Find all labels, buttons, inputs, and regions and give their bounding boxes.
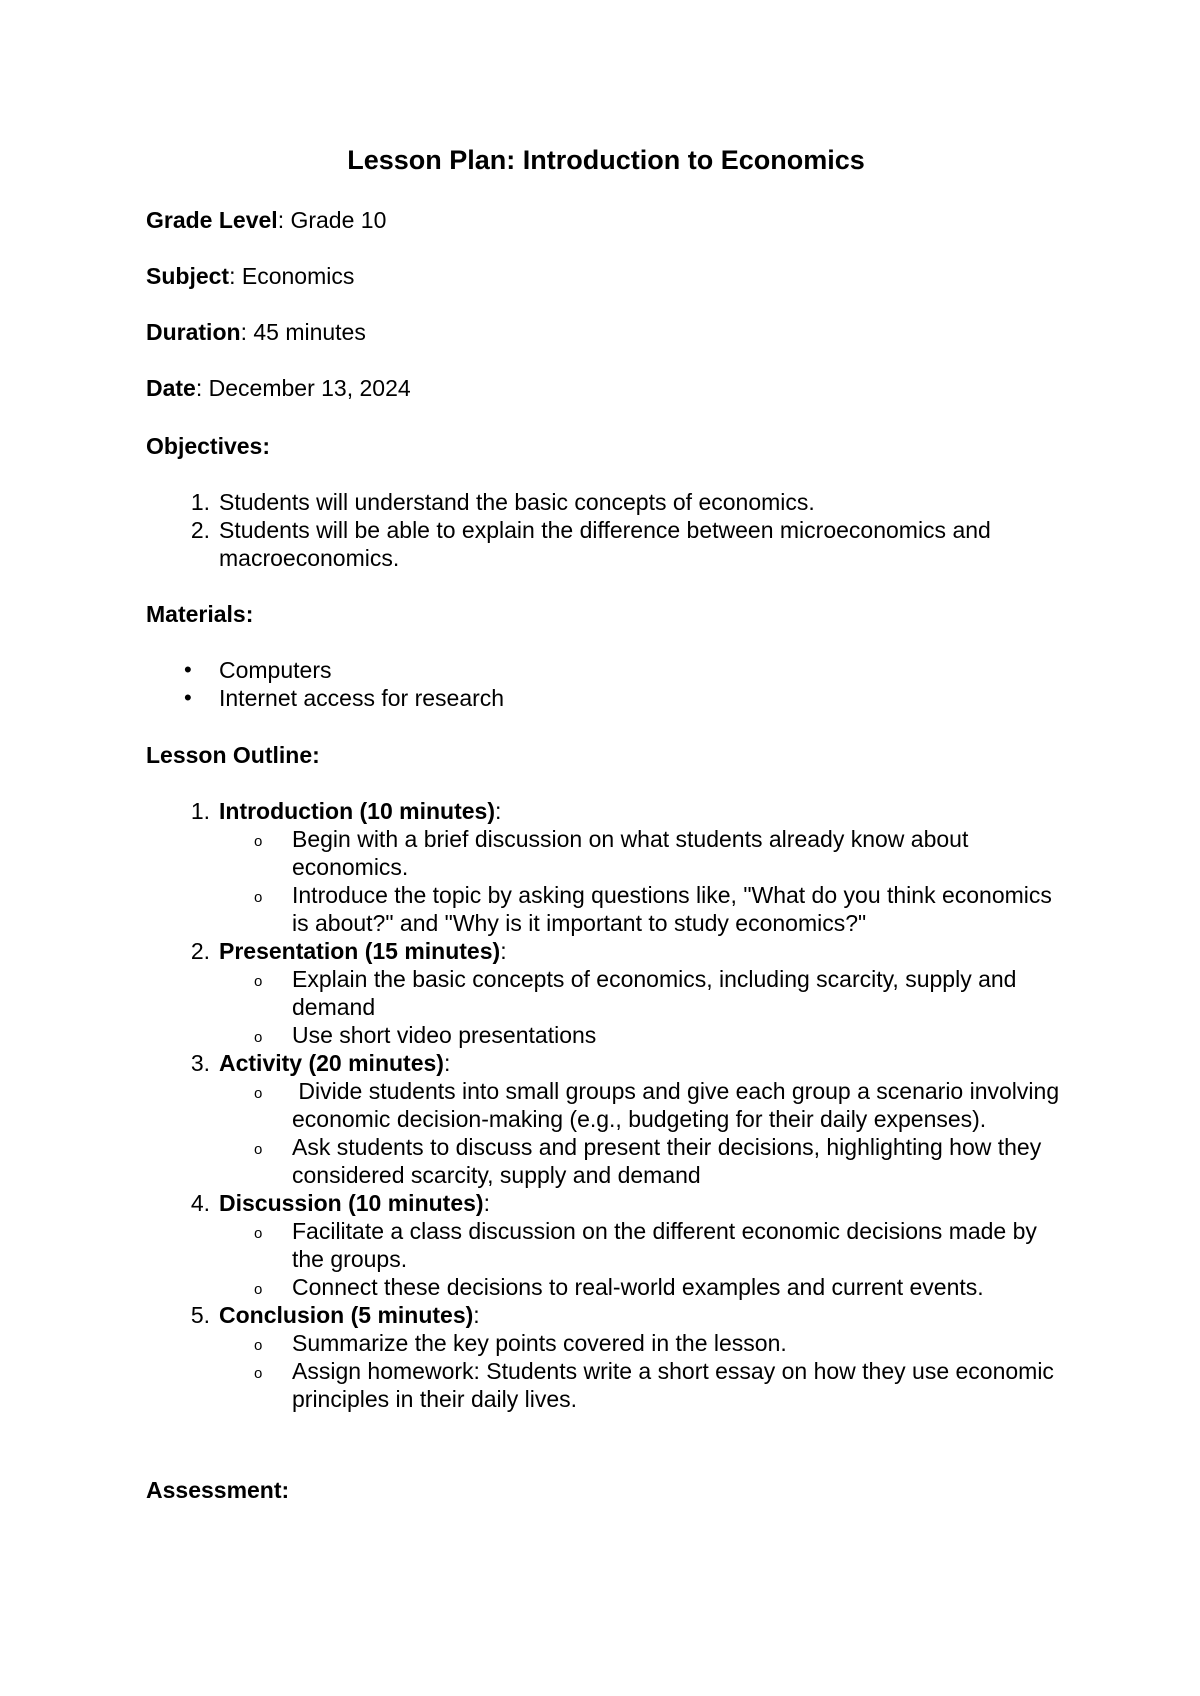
grade-level-value: : Grade 10 [277,207,387,233]
outline-section [146,1301,1066,1329]
subpoint-text: Divide students into small groups and give each group a scenario involving economic decision-making (e.g., budgeting for their daily expenses). [292,1078,1066,1132]
subpoint-text: Introduce the topic by asking questions like, "What do you think economics is about?" and "Why is it important to study economics?" [292,882,1052,936]
circle-bullet-icon: o [254,1337,263,1354]
list-number: 4. [190,1190,210,1216]
list-number: 5. [190,1302,210,1328]
objective-text: Students will understand the basic concepts of economics. [219,489,815,515]
subpoint-text: Use short video presentations [292,1022,597,1048]
section-suffix: : [500,938,507,964]
grade-level-label: Grade Level [146,207,278,233]
list-number: 1. [190,489,210,515]
section-suffix: : [495,798,502,824]
duration-value: : 45 minutes [240,319,366,345]
circle-bullet-icon: o [254,1225,263,1242]
subpoint-item [219,825,1072,881]
lesson-outline-heading: Lesson Outline: [146,742,320,768]
circle-bullet-icon: o [254,833,263,850]
outline-section [146,797,1066,825]
duration-field [146,318,366,346]
subpoint-item [219,1133,1072,1189]
subpoint-list [146,1329,1066,1413]
subpoint-item [219,1357,1072,1413]
material-item [146,656,1066,684]
subpoint-text: Ask students to discuss and present their decisions, highlighting how they considered scarcity, supply and demand [292,1134,1042,1188]
list-number: 2. [190,517,210,543]
date-value: : December 13, 2024 [195,375,411,401]
assessment-heading: Assessment: [146,1477,290,1503]
material-text: Computers [219,657,332,683]
circle-bullet-icon: o [254,973,263,990]
outline-subpoints [146,825,1066,937]
outline-subpoints [146,965,1066,1049]
date-label: Date [146,375,196,401]
outline-subpoints [146,1217,1066,1301]
section-title: Presentation (15 minutes) [219,938,501,964]
circle-bullet-icon: o [254,1141,263,1158]
outline-section [146,1189,1066,1217]
objectives-list [146,488,1066,572]
materials-heading: Materials: [146,601,254,627]
date-field [146,374,411,402]
bullet-icon: • [184,657,192,682]
subpoint-text: Assign homework: Students write a short essay on how they use economic principles in their daily lives. [292,1358,1054,1412]
subpoint-text: Explain the basic concepts of economics, including scarcity, supply and demand [292,966,1017,1020]
subpoint-item [219,1077,1072,1133]
outline-subpoints [146,1329,1066,1413]
subpoint-text: Facilitate a class discussion on the different economic decisions made by the groups. [292,1218,1037,1272]
subpoint-text: Connect these decisions to real-world examples and current events. [292,1274,984,1300]
list-number: 1. [190,798,210,824]
section-suffix: : [443,1050,451,1076]
subpoint-item [219,881,1072,937]
circle-bullet-icon: o [254,889,263,906]
material-item [146,684,1066,712]
material-text: Internet access for research [219,685,505,711]
section-suffix: : [483,1190,490,1216]
outline-section [146,937,1066,965]
subject-label: Subject [146,263,230,289]
objective-text: Students will be able to explain the difference between microeconomics and macroeconomics. [219,517,991,571]
page-title: Lesson Plan: Introduction to Economics [347,145,865,175]
subject-field [146,262,354,290]
subpoint-list [146,825,1066,937]
circle-bullet-icon: o [254,1085,263,1102]
section-title: Conclusion (5 minutes) [219,1302,474,1328]
subpoint-list [146,965,1066,1049]
list-number: 3. [190,1050,210,1076]
objective-item [146,516,999,572]
section-title: Activity (20 minutes) [219,1050,444,1076]
circle-bullet-icon: o [254,1281,263,1298]
objective-item [146,488,1066,516]
subpoint-text: Summarize the key points covered in the lesson. [292,1330,787,1356]
subpoint-text: Begin with a brief discussion on what students already know about economics. [292,826,969,880]
materials-list [146,656,1066,712]
objectives-heading: Objectives: [146,433,270,459]
duration-label: Duration [146,319,241,345]
list-number: 2. [190,938,210,964]
subpoint-item [219,1273,1072,1301]
grade-level-field [146,206,386,234]
subpoint-list [146,1217,1066,1301]
lesson-outline-list [146,797,1066,1413]
circle-bullet-icon: o [254,1365,263,1382]
subpoint-item [219,1329,1072,1357]
section-title: Introduction (10 minutes) [219,798,495,824]
outline-subpoints [146,1077,1066,1189]
subpoint-list [146,1077,1066,1189]
subpoint-item [219,965,1072,1021]
section-suffix: : [473,1302,480,1328]
circle-bullet-icon: o [254,1029,263,1046]
section-title: Discussion (10 minutes) [219,1190,484,1216]
subpoint-item [219,1021,1072,1049]
subpoint-item [219,1217,1072,1273]
subject-value: : Economics [229,263,355,289]
bullet-icon: • [184,685,192,710]
outline-section [146,1049,1066,1077]
